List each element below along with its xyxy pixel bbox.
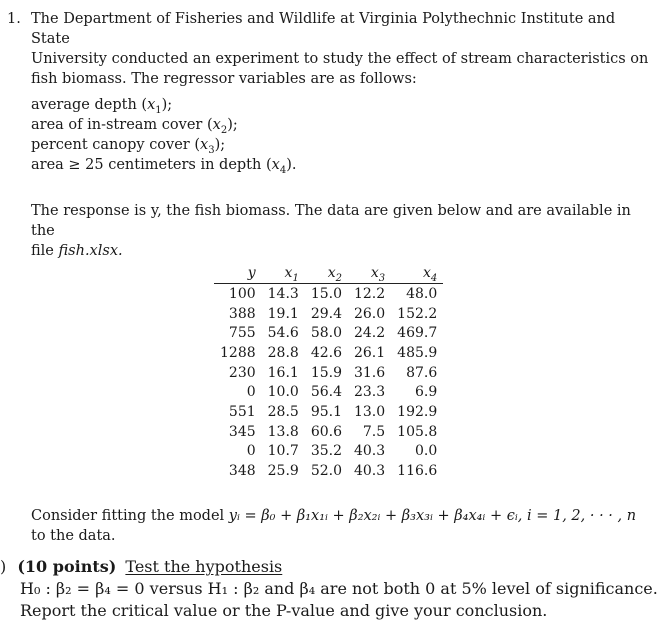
column-header-y: y (214, 263, 262, 284)
intro-line-3: fish biomass. The regressor variables are as follows: (31, 71, 417, 87)
column-header-x4: $x_4$ (391, 263, 443, 284)
table-cell: 15.9 (310, 364, 342, 381)
column-header-x2: $x_2$ (305, 263, 348, 284)
table-cell: 15.0 (310, 285, 342, 302)
intro-line-2: University conducted an experiment to study the effect of stream characteristics on (31, 51, 649, 67)
part-title-line (0, 556, 671, 578)
response-line-1: The response is y, the fish biomass. The data are given below and are available in the (31, 203, 631, 239)
table-cell: 105.8 (397, 423, 438, 440)
table-cell: 28.8 (267, 344, 299, 361)
regressor-label: average depth (31, 97, 137, 113)
regressor-item: area ≥ 25 centimeters in depth $(x_4)$. (31, 157, 297, 176)
table-cell: 152.2 (397, 305, 438, 322)
regressor-label: percent canopy cover (31, 137, 190, 153)
table-row (214, 422, 443, 442)
table-cell: 95.1 (310, 403, 342, 420)
part-points: (10 points) (17, 557, 117, 576)
table-row (214, 323, 443, 343)
table-cell: 551 (228, 403, 256, 420)
regressor-item: average depth $(x_1)$; (31, 97, 173, 116)
regressor-var: x (200, 137, 209, 153)
intro-line-1: The Department of Fisheries and Wildlife at Virginia Polythechnic Institute and State (31, 11, 616, 47)
regressor-sub: 1 (155, 104, 162, 116)
table-cell: 28.5 (267, 403, 299, 420)
table-cell: 87.6 (406, 364, 438, 381)
regressor-item: area of in-stream cover $(x_2)$; (31, 117, 238, 136)
table-cell: 116.6 (397, 463, 438, 480)
table-cell: 100 (228, 285, 256, 302)
regressor-var: x (212, 117, 221, 133)
regressor-label: area ≥ 25 centimeters in depth (31, 157, 262, 173)
instruction-line: Report the critical value or the P-value and give your conclusion. (20, 601, 548, 620)
regressor-var: x (147, 97, 156, 113)
regressor-end: ). (286, 157, 297, 173)
table-body (214, 284, 443, 481)
problem-intro (31, 9, 651, 89)
table-row (214, 382, 443, 402)
regressor-sub: 2 (220, 124, 228, 136)
table-cell: 13.8 (267, 423, 299, 440)
response-line-2 (31, 241, 651, 261)
table-cell: 26.1 (353, 344, 386, 361)
model-equation: yᵢ = β₀ + β₁x₁ᵢ + β₂x₂ᵢ + β₃x₃ᵢ + β₄x₄ᵢ + ϵᵢ, i = 1, 2, · · · , n (228, 508, 637, 524)
table-cell: 60.6 (310, 423, 342, 440)
table-cell: 388 (228, 305, 256, 322)
table-cell: 13.0 (353, 403, 386, 420)
table-cell: 24.2 (353, 325, 386, 342)
response-file-prefix: file (31, 243, 59, 259)
table-row (214, 442, 443, 462)
problem-number: 1. (7, 11, 21, 27)
table-cell: 29.4 (310, 305, 342, 322)
table-cell: 52.0 (310, 463, 342, 480)
data-table (214, 263, 443, 481)
table-cell: 26.0 (353, 305, 386, 322)
table-cell: 7.5 (362, 423, 386, 440)
regressor-end: ); (227, 117, 238, 133)
table-cell: 25.9 (267, 463, 299, 480)
table-cell: 14.3 (267, 285, 299, 302)
table-row (214, 402, 443, 422)
table-cell: 192.9 (397, 403, 438, 420)
table-cell: 345 (228, 423, 256, 440)
table-cell: 230 (228, 364, 256, 381)
table-cell: 54.6 (267, 325, 299, 342)
table-cell: 48.0 (406, 285, 438, 302)
table-row (214, 304, 443, 324)
table-cell: 23.3 (353, 384, 386, 401)
hypothesis-line: H₀ : β₂ = β₄ = 0 versus H₁ : β₂ and β₄ are not both 0 at 5% level of significance. (20, 579, 658, 598)
table-cell: 42.6 (310, 344, 342, 361)
model-line-2: to the data. (31, 528, 116, 544)
table-cell: 40.3 (353, 443, 386, 460)
regressor-sub: 3 (208, 144, 215, 156)
table-cell: 10.0 (267, 384, 299, 401)
table-cell: 19.1 (267, 305, 299, 322)
regressor-end: ); (214, 137, 226, 153)
table-cell: 12.2 (353, 285, 386, 302)
table-cell: 10.7 (267, 443, 299, 460)
table-cell: 56.4 (310, 384, 342, 401)
column-header-x1: $x_1$ (262, 263, 305, 284)
table-header-row (214, 263, 443, 284)
part-label: ) (0, 557, 7, 576)
table-cell: 469.7 (397, 325, 438, 342)
table-cell: 16.1 (267, 364, 299, 381)
table-cell: 35.2 (310, 443, 342, 460)
table-row (214, 343, 443, 363)
part-title: Test the hypothesis (125, 557, 283, 576)
table-cell: 1288 (220, 344, 256, 361)
table-cell: 6.9 (414, 384, 438, 401)
table-cell: 0.0 (414, 443, 438, 460)
table-cell: 348 (228, 463, 256, 480)
table-cell: 485.9 (397, 344, 438, 361)
table-row (214, 284, 443, 304)
table-cell: 40.3 (353, 463, 386, 480)
part-question (0, 556, 671, 622)
table-cell: 0 (246, 384, 256, 401)
column-header-x3: $x_3$ (348, 263, 391, 284)
model-intro: Consider fitting the model (31, 508, 229, 524)
table-cell: 0 (246, 443, 256, 460)
model-paragraph (31, 506, 661, 546)
table-cell: 31.6 (353, 364, 386, 381)
response-paragraph (31, 201, 651, 261)
table-row (214, 461, 443, 481)
model-line-1 (31, 506, 661, 526)
regressor-var: x (271, 157, 280, 173)
table-cell: 58.0 (310, 325, 342, 342)
regressor-sub: 4 (279, 164, 287, 176)
file-name: fish.xlsx. (58, 243, 123, 259)
regressor-label: area of in-stream cover (31, 117, 203, 133)
table-row (214, 363, 443, 383)
regressor-end: ); (161, 97, 173, 113)
table-cell: 755 (228, 325, 256, 342)
regressor-item: percent canopy cover $(x_3)$; (31, 137, 226, 156)
regressor-list (31, 95, 296, 175)
